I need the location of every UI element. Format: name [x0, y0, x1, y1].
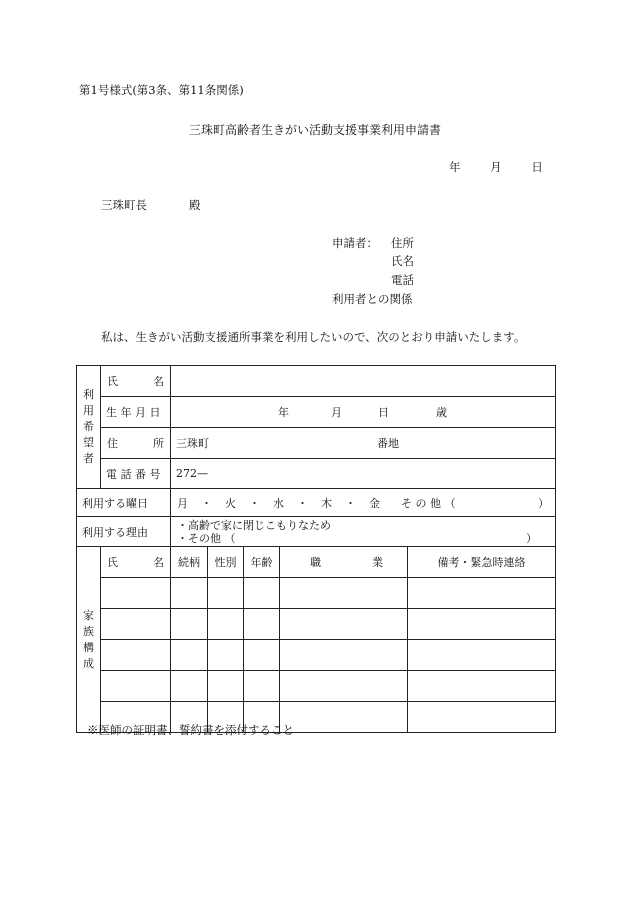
family-row-2-age[interactable] — [244, 609, 280, 640]
family-row-1-age[interactable] — [244, 578, 280, 609]
date-year: 年 — [449, 160, 461, 174]
honorific: 殿 — [189, 198, 201, 212]
phone-field[interactable]: 272— — [171, 459, 556, 489]
family-row-5-occupation[interactable] — [280, 702, 408, 733]
days-label: 利用する曜日 — [77, 489, 171, 517]
family-row-2-relation[interactable] — [171, 609, 208, 640]
dob-label: 生 年 月 日 — [101, 397, 171, 428]
date-day: 日 — [531, 160, 543, 174]
family-row-4-occupation[interactable] — [280, 671, 408, 702]
phone-label: 電 話 番 号 — [101, 459, 171, 489]
applicant-address-label: 住所 — [391, 236, 414, 250]
family-row-4-relation[interactable] — [171, 671, 208, 702]
user-section-label: 利 用 希 望 者 — [77, 366, 101, 489]
document-title: 三珠町高齢者生きがい活動支援事業利用申請書 — [188, 123, 441, 137]
family-row-2-occupation[interactable] — [280, 609, 408, 640]
address-label: 住 所 — [101, 428, 171, 459]
application-statement: 私は、生きがい活動支援通所事業を利用したいので、次のとおり申請いたします。 — [101, 330, 526, 344]
family-row-2-sex[interactable] — [208, 609, 244, 640]
date-month: 月 — [490, 160, 502, 174]
family-row-2-notes[interactable] — [408, 609, 556, 640]
reason-label: 利用する理由 — [77, 517, 171, 547]
form-number-label: 第1号様式(第3条、第11条関係) — [79, 83, 244, 97]
user-name-label: 氏 名 — [101, 366, 171, 397]
family-row-4-name[interactable] — [101, 671, 171, 702]
family-row-4-age[interactable] — [244, 671, 280, 702]
family-row-3-occupation[interactable] — [280, 640, 408, 671]
family-row-4-sex[interactable] — [208, 671, 244, 702]
dob-field[interactable]: 年 月 日 歳 — [171, 397, 556, 428]
family-row-4-notes[interactable] — [408, 671, 556, 702]
family-row-3-age[interactable] — [244, 640, 280, 671]
reason-field[interactable]: ・高齢で家に閉じこもりなため ・その他 （ ） — [171, 517, 556, 547]
applicant-label: 申請者： — [332, 236, 378, 250]
family-row-3-sex[interactable] — [208, 640, 244, 671]
addressee-name: 三珠町長 — [101, 198, 147, 212]
family-row-1-relation[interactable] — [171, 578, 208, 609]
family-row-1-name[interactable] — [101, 578, 171, 609]
family-row-2-name[interactable] — [101, 609, 171, 640]
family-age-header: 年齢 — [244, 547, 280, 578]
applicant-phone-label: 電話 — [391, 273, 414, 287]
applicant-name-label: 氏名 — [391, 254, 414, 268]
family-sex-header: 性別 — [208, 547, 244, 578]
address-field[interactable]: 三珠町 番地 — [171, 428, 556, 459]
family-row-3-relation[interactable] — [171, 640, 208, 671]
family-occupation-header: 職 業 — [280, 547, 408, 578]
family-row-1-occupation[interactable] — [280, 578, 408, 609]
family-notes-header: 備考・緊急時連絡 — [408, 547, 556, 578]
family-row-3-notes[interactable] — [408, 640, 556, 671]
user-name-field[interactable] — [171, 366, 556, 397]
days-field[interactable]: 月 ・ 火 ・ 水 ・ 木 ・ 金 そ の 他 （ ） — [171, 489, 556, 517]
family-name-header: 氏 名 — [101, 547, 171, 578]
family-row-1-sex[interactable] — [208, 578, 244, 609]
addressee — [101, 200, 201, 212]
family-row-3-name[interactable] — [101, 640, 171, 671]
family-row-1-notes[interactable] — [408, 578, 556, 609]
relation-label: 利用者との関係 — [332, 292, 413, 306]
date-line — [449, 162, 543, 174]
application-table — [76, 365, 556, 733]
family-section-label: 家 族 構 成 — [77, 547, 101, 733]
footnote: ※医師の証明書、誓約書を添付すること — [87, 723, 294, 737]
family-row-5-notes[interactable] — [408, 702, 556, 733]
family-relation-header: 続柄 — [171, 547, 208, 578]
